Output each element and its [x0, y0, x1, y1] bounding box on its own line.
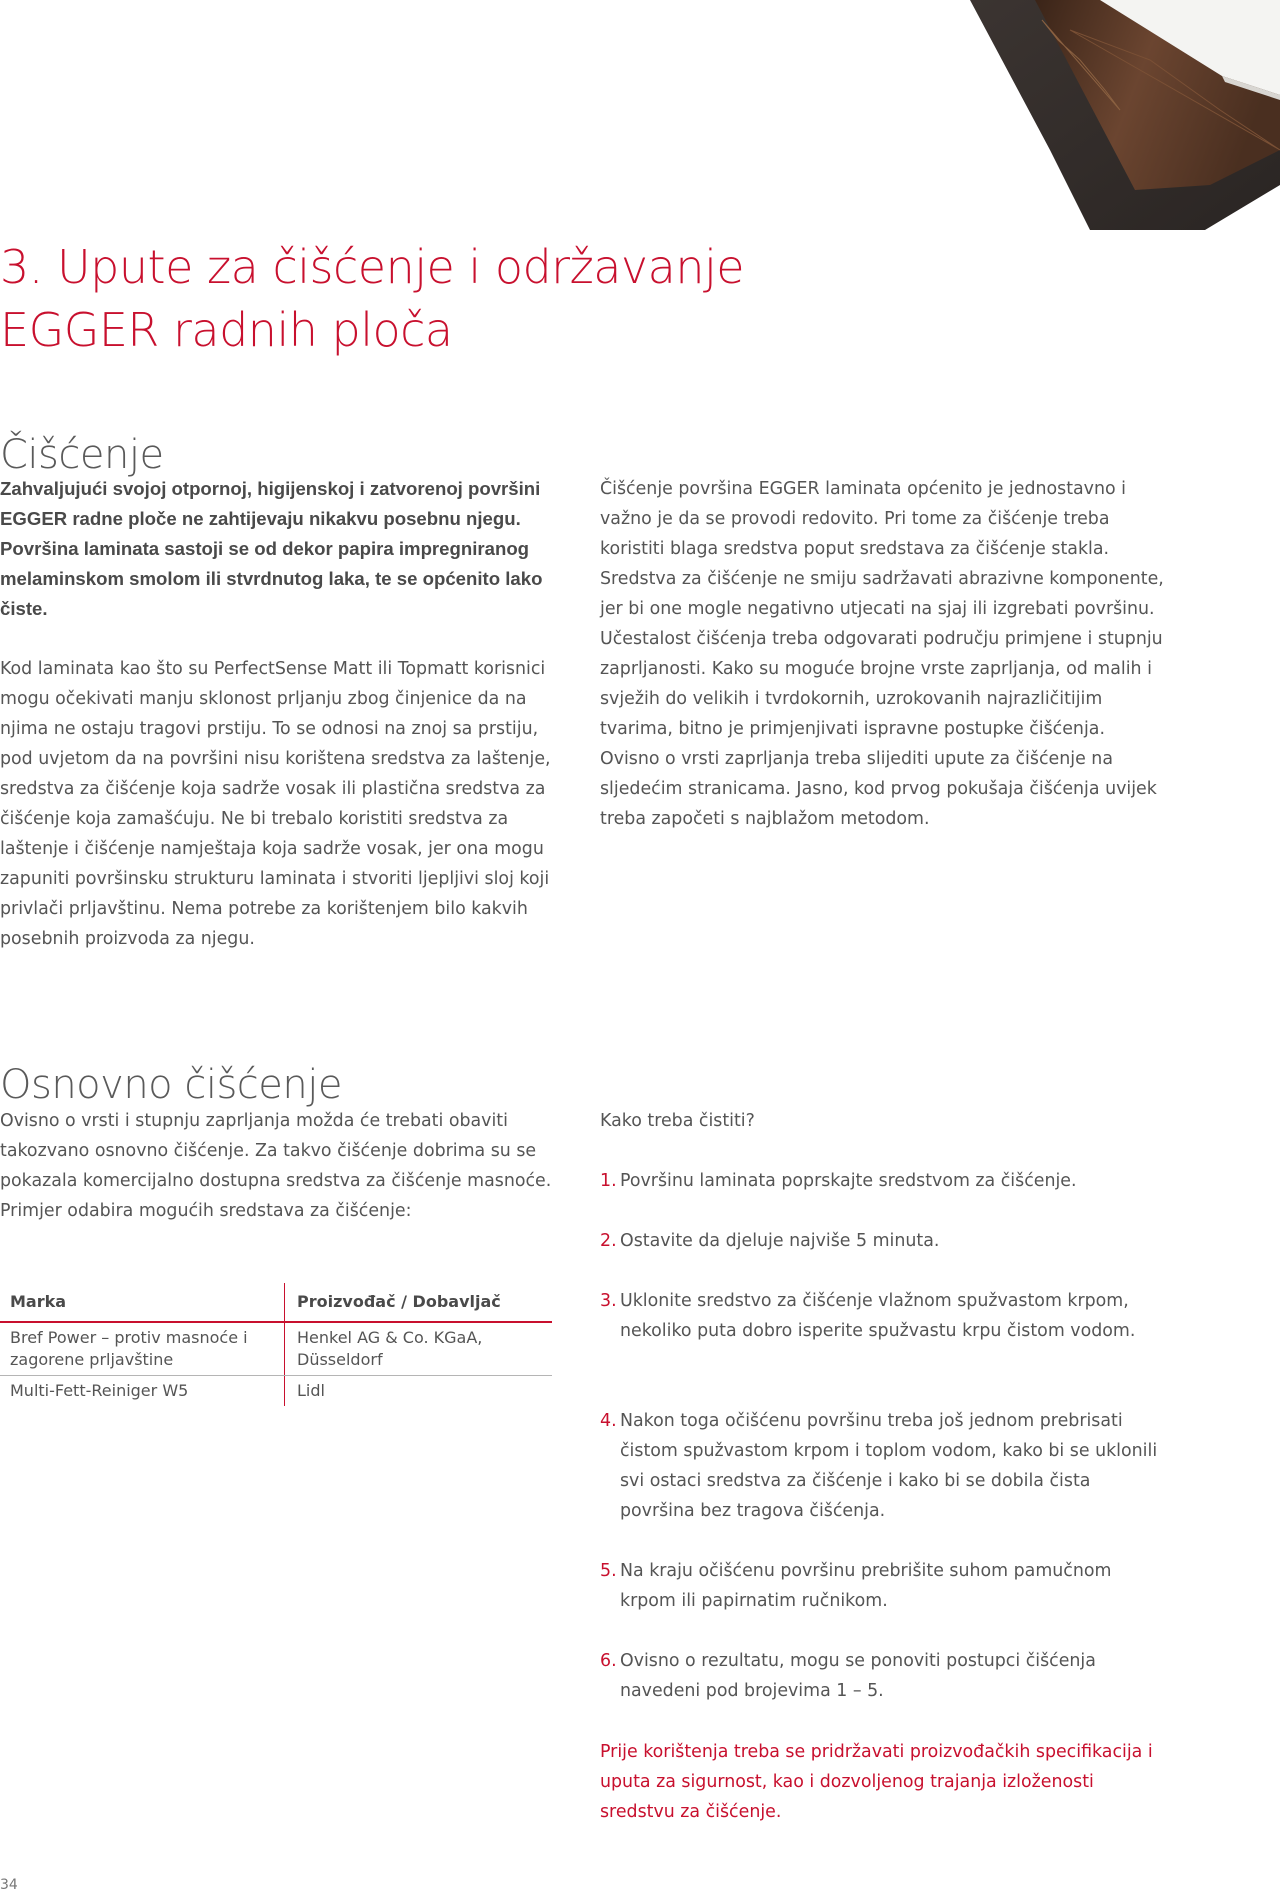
safety-note: Prije korištenja treba se pridržavati proizvođačkih specifikacija i uputa za sigurnost, kao i dozvoljenog trajanja izloženosti sredstvu za čišćenje. [600, 1742, 1153, 1822]
table-row [0, 1376, 552, 1406]
step-item [600, 1226, 1170, 1256]
section-heading-cleaning: Čišćenje [0, 432, 164, 479]
step-item [600, 1406, 1170, 1526]
table-cell: Henkel AG & Co. KGaA, Düsseldorf [284, 1323, 552, 1375]
page-number: 34 [0, 1877, 18, 1893]
cleaning-agents-table [0, 1283, 552, 1406]
step-item [600, 1286, 1170, 1346]
body-paragraph-right: Čišćenje površina EGGER laminata općenito je jednostavno i važno je da se provodi redovito. Pri tome za čišćenje treba koristiti blaga sredstva poput sredstava za čišćenje stakla. Sredstva za čišćenje ne smiju sadržavati abrazivne komponente, jer bi one mogle negativno utjecati na sjaj ili izgrebati površinu. Učestalost čišćenja treba odgovarati području primjene i stupnju zaprljanosti. Kako su moguće brojne vrste zaprljanja, od malih i svježih do velikih i tvrdokornih, uzrokovanih najrazličitijim tvarima, bitno je primjenjivati ispravne postupke čišćenja. Ovisno o vrsti zaprljanja treba slijediti upute za čišćenje na sljedećim stranicama. Jasno, kod prvog pokušaja čišćenja uvijek treba započeti s najblažom metodom. [600, 479, 1164, 829]
table-header-cell: Marka [10, 1292, 67, 1311]
step-number: 2. [600, 1231, 617, 1251]
section-heading-basic-cleaning: Osnovno čišćenje [0, 1062, 342, 1109]
step-item [600, 1646, 1170, 1706]
step-text: Ostavite da djeluje najviše 5 minuta. [620, 1231, 940, 1251]
step-number: 5. [600, 1561, 617, 1581]
step-text: Površinu laminata poprskajte sredstvom za čišćenje. [620, 1171, 1077, 1191]
step-item [600, 1166, 1170, 1196]
how-to-clean-question: Kako treba čistiti? [600, 1111, 755, 1131]
step-text: Nakon toga očišćenu površinu treba još jednom prebrisati čistom spužvastom krpom i toplom vodom, kako bi se uklonili svi ostaci sredstva za čišćenje i kako bi se dobila čista površina bez tragova čišćenja. [620, 1411, 1158, 1521]
page-title: 3. Upute za čišćenje i održavanje EGGER radnih ploča [0, 239, 745, 357]
table-cell: Multi-Fett-Reiniger W5 [10, 1381, 189, 1400]
lead-paragraph: Zahvaljujući svojoj otpornoj, higijenskoj i zatvorenoj površini EGGER radne ploče ne zahtijevaju nikakvu posebnu njegu. Površina laminata sastoji se od dekor papira impregniranog melaminskom smolom ili stvrdnutog laka, te se općenito lako čiste. [0, 478, 543, 619]
worktop-samples-photo [960, 0, 1280, 230]
step-number: 3. [600, 1291, 617, 1311]
body-paragraph-left: Kod laminata kao što su PerfectSense Matt ili Topmatt korisnici mogu očekivati manju sklonost prljanju zbog činjenice da na njima ne ostaju tragovi prstiju. To se odnosi na znoj sa prstiju, pod uvjetom da na površini nisu korištena sredstva za laštenje, sredstva za čišćenje koja sadrže vosak ili plastična sredstva za čišćenje koja zamašćuju. Ne bi trebalo koristiti sredstva za laštenje i čišćenje namještaja koja sadrže vosak, jer ona mogu zapuniti površinsku strukturu laminata i stvoriti ljepljivi sloj koji privlači prljavštinu. Nema potrebe za korištenjem bilo kakvih posebnih proizvoda za njegu. [0, 659, 551, 949]
step-number: 6. [600, 1651, 617, 1671]
step-text: Ovisno o rezultatu, mogu se ponoviti postupci čišćenja navedeni pod brojevima 1 – 5. [620, 1651, 1096, 1701]
table-row [0, 1323, 552, 1376]
basic-cleaning-intro: Ovisno o vrsti i stupnju zaprljanja možda će trebati obaviti takozvano osnovno čišćenje. Za takvo čišćenje dobrima su se pokazala komercijalno dostupna sredstva za čišćenje masnoće. Primjer odabira mogućih sredstava za čišćenje: [0, 1111, 552, 1221]
table-cell: Lidl [284, 1376, 552, 1406]
step-item [600, 1556, 1170, 1616]
step-number: 1. [600, 1171, 617, 1191]
step-text: Uklonite sredstvo za čišćenje vlažnom spužvastom krpom, nekoliko puta dobro isperite spužvastu krpu čistom vodom. [620, 1291, 1136, 1341]
step-number: 4. [600, 1411, 617, 1431]
step-text: Na kraju očišćenu površinu prebrišite suhom pamučnom krpom ili papirnatim ručnikom. [620, 1561, 1112, 1611]
table-header-cell: Proizvođač / Dobavljač [284, 1283, 552, 1321]
table-cell: Bref Power – protiv masnoće i zagorene prljavštine [10, 1328, 248, 1369]
table-header-row [0, 1283, 552, 1323]
